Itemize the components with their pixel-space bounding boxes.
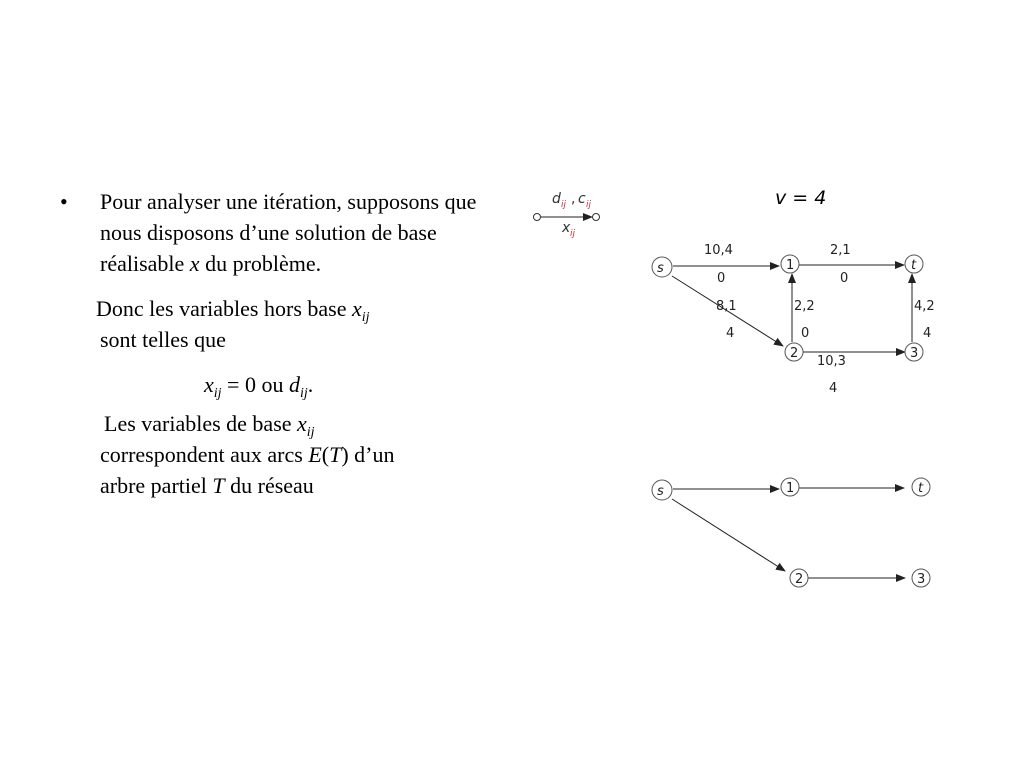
p1-text: Pour analyser une itération, supposons que nous disposons d’une solution de base réalisable — [100, 189, 477, 276]
arc-s-2-cap: 8,1 — [716, 299, 737, 314]
tree-node-3-label: 3 — [917, 572, 926, 587]
p4-text-d: arbre partiel — [100, 473, 207, 498]
legend-x: x — [562, 220, 571, 236]
tree-arc-s-2 — [672, 499, 785, 571]
p2-var: x — [351, 296, 362, 321]
legend-c: c — [578, 191, 586, 207]
node-3-label: 3 — [910, 346, 919, 361]
p3-sub: ij — [213, 386, 222, 401]
p3-end: . — [307, 372, 314, 397]
arc-1-t-cap: 2,1 — [830, 243, 851, 258]
arc-s-1-flow: 0 — [717, 271, 726, 286]
p4-E: E — [308, 442, 322, 467]
p4-T2: T — [212, 473, 225, 498]
tree-node-1-label: 1 — [786, 481, 795, 496]
arc-3-t-cap: 4,2 — [914, 299, 935, 314]
p4-text-e: du réseau — [230, 473, 314, 498]
paragraph-4-rest: correspondent aux arcs E(T) d’un arbre partiel T du réseau — [100, 442, 395, 498]
p3-eq: = 0 ou — [221, 372, 289, 397]
arc-s-1-cap: 10,4 — [704, 243, 733, 258]
legend-node-right — [593, 214, 600, 221]
tree-node-t-label: t — [918, 481, 924, 496]
arc-2-1-cap: 2,2 — [794, 299, 815, 314]
p2-text-a: Donc les variables hors base — [96, 296, 347, 321]
arc-2-1-flow: 0 — [801, 326, 810, 341]
legend-x-sub: ij — [570, 229, 576, 239]
arc-3-t-flow: 4 — [923, 326, 932, 341]
legend-d-sub: ij — [561, 200, 567, 210]
legend-c-sub: ij — [586, 200, 592, 210]
arc-legend — [534, 191, 600, 239]
p4-sub: ij — [306, 425, 315, 440]
p4-T1: T — [329, 442, 342, 467]
legend-d: d — [552, 191, 561, 207]
legend-comma: , — [571, 191, 576, 207]
arc-2-3-cap: 10,3 — [817, 354, 846, 369]
p4-text-a: Les variables de base — [104, 411, 292, 436]
p4-text-b: correspondent aux arcs — [100, 442, 303, 467]
p1-var: x — [189, 251, 200, 276]
legend-node-left — [534, 214, 541, 221]
p3-d: d — [288, 372, 300, 397]
graph-bottom — [652, 478, 930, 587]
p3-var: x — [204, 372, 214, 397]
tree-node-2-label: 2 — [795, 572, 804, 587]
graph-top — [652, 187, 935, 396]
p2-text-b: sont telles que — [100, 327, 226, 352]
p2-sub: ij — [361, 310, 370, 325]
node-t-label: t — [911, 258, 917, 273]
tree-node-s-label: s — [657, 484, 664, 499]
arc-1-t-flow: 0 — [840, 271, 849, 286]
node-2-label: 2 — [790, 346, 799, 361]
bullet: • — [60, 189, 68, 214]
node-s-label: s — [657, 261, 664, 276]
flow-value-label: v = 4 — [775, 187, 827, 209]
p1-end: du problème. — [205, 251, 322, 276]
node-1-label: 1 — [786, 258, 795, 273]
p3-dsub: ij — [299, 386, 308, 401]
arc-2-3-flow: 4 — [829, 381, 838, 396]
arc-s-2-flow: 4 — [726, 326, 735, 341]
p4-text-c: d’un — [354, 442, 395, 467]
p4-var: x — [297, 411, 307, 436]
